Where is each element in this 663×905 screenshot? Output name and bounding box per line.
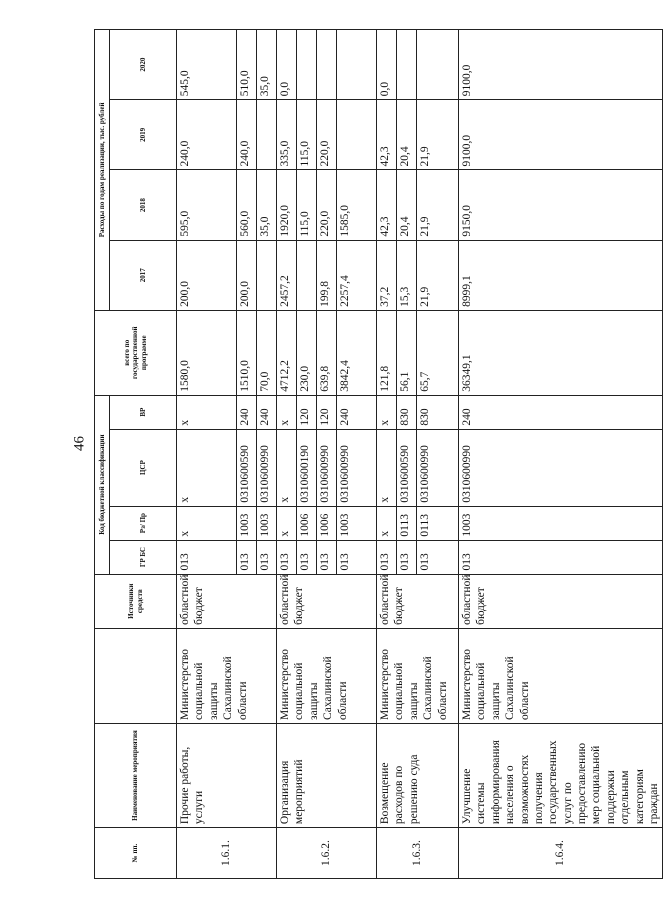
header-2017: 2017 — [110, 240, 177, 310]
y2019-cell: 42,3 — [377, 100, 397, 170]
grbs-cell: 013 — [237, 540, 257, 574]
row-number: 1.6.3. — [377, 828, 459, 879]
y2020-cell: 545,0 — [177, 30, 237, 100]
funding-source: областной бюджет — [377, 574, 459, 628]
y2018-cell: 115,0 — [297, 170, 317, 240]
header-grbs: ГР БС — [110, 540, 177, 574]
executor: Министерство социальной защиты Сахалинской области — [377, 628, 459, 723]
y2018-cell: 42,3 — [377, 170, 397, 240]
y2020-cell: 35,0 — [257, 30, 277, 100]
rzpr-cell: 0113 — [397, 506, 417, 540]
total-cell: 65,7 — [417, 310, 459, 395]
rzpr-cell: x — [377, 506, 397, 540]
row-number: 1.6.2. — [277, 828, 377, 879]
vr-cell: 120 — [297, 395, 317, 429]
y2019-cell: 220,0 — [317, 100, 337, 170]
grbs-cell: 013 — [337, 540, 377, 574]
grbs-cell: 013 — [277, 540, 297, 574]
csr-cell: x — [177, 429, 237, 506]
header-no: № пп. — [95, 828, 177, 879]
y2017-cell: 37,2 — [377, 240, 397, 310]
rzpr-cell: 1006 — [317, 506, 337, 540]
y2018-cell: 35,0 — [257, 170, 277, 240]
header-total: всего по государственной программе — [95, 310, 177, 395]
grbs-cell: 013 — [257, 540, 277, 574]
total-cell: 1510,0 — [237, 310, 257, 395]
y2018-cell: 1920,0 — [277, 170, 297, 240]
y2017-cell: 199,8 — [317, 240, 337, 310]
row-number: 1.6.4. — [459, 828, 663, 879]
vr-cell: x — [277, 395, 297, 429]
rzpr-cell: 1003 — [257, 506, 277, 540]
y2020-cell — [397, 30, 417, 100]
y2019-cell: 9100,0 — [459, 100, 663, 170]
y2017-cell: 15,3 — [397, 240, 417, 310]
csr-cell: 0310600990 — [459, 429, 663, 506]
grbs-cell: 013 — [417, 540, 459, 574]
total-cell: 1580,0 — [177, 310, 237, 395]
rzpr-cell: 1003 — [459, 506, 663, 540]
y2018-cell: 1585,0 — [337, 170, 377, 240]
csr-cell: x — [277, 429, 297, 506]
header-2020: 2020 — [110, 30, 177, 100]
y2019-cell: 335,0 — [277, 100, 297, 170]
y2017-cell — [297, 240, 317, 310]
y2018-cell: 20,4 — [397, 170, 417, 240]
grbs-cell: 013 — [177, 540, 237, 574]
activity-name: Улучшение системы информирования населения о возможностях получения государственных услуг по предоставлению мер социальной поддержки отдельным категориям граждан — [459, 723, 663, 827]
header-2019: 2019 — [110, 100, 177, 170]
y2018-cell: 9150,0 — [459, 170, 663, 240]
y2017-cell: 8999,1 — [459, 240, 663, 310]
y2018-cell: 220,0 — [317, 170, 337, 240]
total-cell: 56,1 — [397, 310, 417, 395]
y2018-cell: 21,9 — [417, 170, 459, 240]
y2020-cell — [337, 30, 377, 100]
csr-cell: 0310600990 — [317, 429, 337, 506]
csr-cell: 0310600590 — [237, 429, 257, 506]
expenditure-table — [94, 29, 663, 879]
rzpr-cell: x — [177, 506, 237, 540]
activity-name: Возмещение расходов по решению суда — [377, 723, 459, 827]
grbs-cell: 013 — [297, 540, 317, 574]
activity-name: Прочие работы, услуги — [177, 723, 277, 827]
y2017-cell — [257, 240, 277, 310]
csr-cell: 0310600990 — [417, 429, 459, 506]
vr-cell: x — [377, 395, 397, 429]
header-2018: 2018 — [110, 170, 177, 240]
executor: Министерство социальной защиты Сахалинской области — [177, 628, 277, 723]
y2019-cell — [257, 100, 277, 170]
y2017-cell: 2257,4 — [337, 240, 377, 310]
page-number: 46 — [71, 436, 88, 451]
executor: Министерство социальной защиты Сахалинской области — [459, 628, 663, 723]
vr-cell: 830 — [417, 395, 459, 429]
header-source: Источники средств — [95, 574, 177, 628]
y2018-cell: 595,0 — [177, 170, 237, 240]
csr-cell: 0310600590 — [397, 429, 417, 506]
vr-cell: 240 — [337, 395, 377, 429]
total-cell: 121,8 — [377, 310, 397, 395]
funding-source: областной бюджет — [177, 574, 277, 628]
total-cell: 36349,1 — [459, 310, 663, 395]
y2020-cell: 0,0 — [277, 30, 297, 100]
header-vr: ВР — [110, 395, 177, 429]
csr-cell: x — [377, 429, 397, 506]
y2019-cell: 115,0 — [297, 100, 317, 170]
vr-cell: 240 — [257, 395, 277, 429]
y2019-cell — [337, 100, 377, 170]
rzpr-cell: 0113 — [417, 506, 459, 540]
y2020-cell: 0,0 — [377, 30, 397, 100]
y2020-cell: 9100,0 — [459, 30, 663, 100]
vr-cell: x — [177, 395, 237, 429]
csr-cell: 0310600990 — [257, 429, 277, 506]
rotated-table-container — [94, 29, 660, 879]
y2019-cell: 240,0 — [177, 100, 237, 170]
rzpr-cell: x — [277, 506, 297, 540]
total-cell: 70,0 — [257, 310, 277, 395]
y2019-cell: 21,9 — [417, 100, 459, 170]
funding-source: областной бюджет — [459, 574, 663, 628]
header-csr: ЦСР — [110, 429, 177, 506]
rzpr-cell: 1003 — [337, 506, 377, 540]
y2019-cell: 20,4 — [397, 100, 417, 170]
y2018-cell: 560,0 — [237, 170, 257, 240]
header-years-group: Расходы по годам реализации, тыс. рублей — [95, 30, 110, 311]
header-executor — [95, 628, 177, 723]
header-code-group: Код бюджетной классификации — [95, 395, 110, 574]
rzpr-cell: 1003 — [237, 506, 257, 540]
vr-cell: 240 — [237, 395, 257, 429]
total-cell: 639,8 — [317, 310, 337, 395]
vr-cell: 240 — [459, 395, 663, 429]
y2019-cell: 240,0 — [237, 100, 257, 170]
header-name: Наименование мероприятия — [95, 723, 177, 827]
total-cell: 4712,2 — [277, 310, 297, 395]
csr-cell: 0310600990 — [337, 429, 377, 506]
table-row — [459, 30, 663, 879]
y2020-cell — [417, 30, 459, 100]
csr-cell: 0310600190 — [297, 429, 317, 506]
grbs-cell: 013 — [377, 540, 397, 574]
total-cell: 230,0 — [297, 310, 317, 395]
y2020-cell: 510,0 — [237, 30, 257, 100]
rzpr-cell: 1006 — [297, 506, 317, 540]
y2020-cell — [317, 30, 337, 100]
grbs-cell: 013 — [317, 540, 337, 574]
y2017-cell: 200,0 — [177, 240, 237, 310]
grbs-cell: 013 — [397, 540, 417, 574]
grbs-cell: 013 — [459, 540, 663, 574]
activity-name: Организация мероприятий — [277, 723, 377, 827]
table-row — [277, 30, 297, 879]
executor: Министерство социальной защиты Сахалинской области — [277, 628, 377, 723]
row-number: 1.6.1. — [177, 828, 277, 879]
y2017-cell: 21,9 — [417, 240, 459, 310]
table-row — [177, 30, 237, 879]
vr-cell: 120 — [317, 395, 337, 429]
y2017-cell: 2457,2 — [277, 240, 297, 310]
header-rzpr: Рз/ Пр — [110, 506, 177, 540]
y2020-cell — [297, 30, 317, 100]
total-cell: 3842,4 — [337, 310, 377, 395]
table-row — [377, 30, 397, 879]
vr-cell: 830 — [397, 395, 417, 429]
y2017-cell: 200,0 — [237, 240, 257, 310]
funding-source: областной бюджет — [277, 574, 377, 628]
